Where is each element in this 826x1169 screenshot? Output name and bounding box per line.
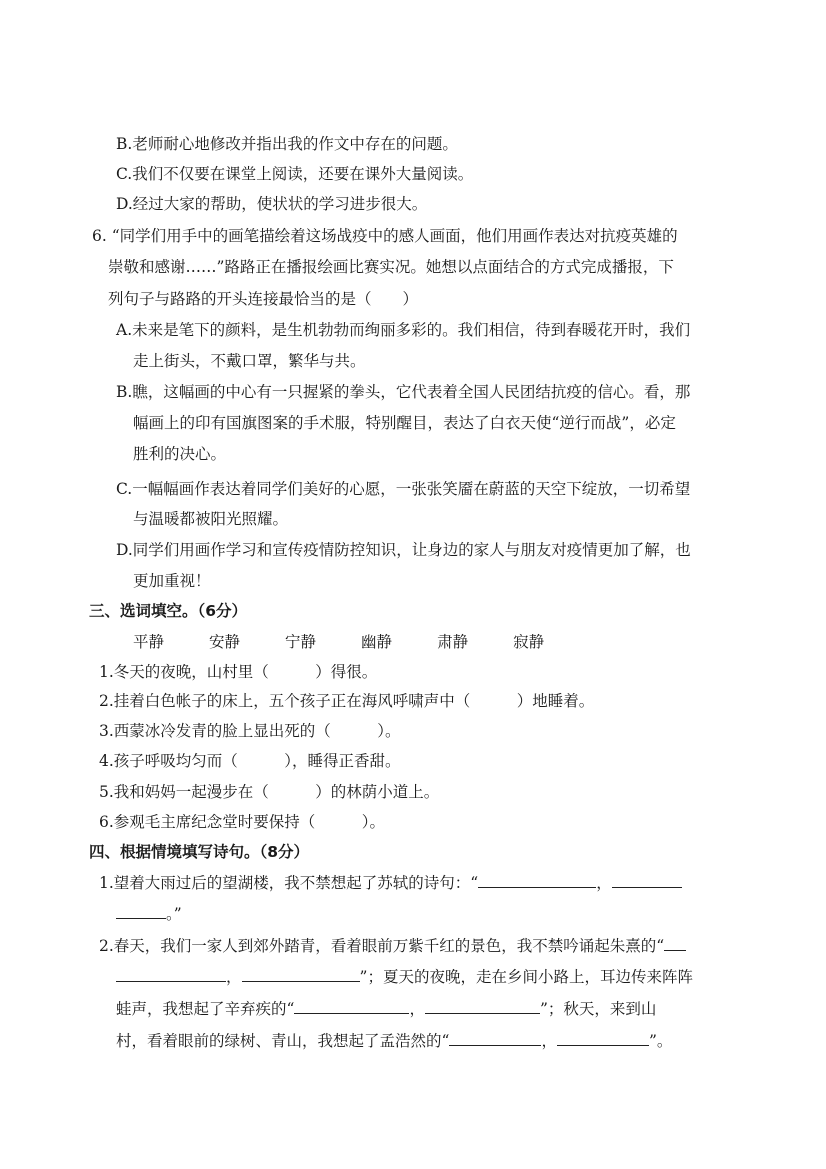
- word-bank-item: 平静: [133, 633, 165, 651]
- q2-line-2-text: ”；夏天的夜晚，走在乡间小路上，耳边传来阵阵: [359, 968, 693, 986]
- answer-blank[interactable]: [116, 904, 166, 919]
- answer-blank[interactable]: [557, 1031, 649, 1046]
- section-4-title: 四、根据情境填写诗句。（8分）: [89, 843, 310, 861]
- answer-blank[interactable]: [242, 967, 360, 982]
- q6-stem-line-1: 6. “同学们用手中的画笔描绘着这场战疫中的感人画面，他们用画作表达对抗疫英雄的: [92, 227, 678, 245]
- q6-option-c-line-2: 与温暖都被阳光照耀。: [133, 510, 289, 528]
- q6-stem-line-3: 列句子与路路的开头连接最恰当的是（ ）: [108, 290, 419, 308]
- q2-line-3-pre: 蛙声，我想起了辛弃疾的“: [116, 1000, 295, 1018]
- word-bank-item: 幽静: [361, 633, 393, 651]
- section-4-q2-line-3: [116, 999, 656, 1019]
- q2-line-3-post: ”；秋天，来到山: [539, 1000, 657, 1018]
- word-bank-item: 安静: [209, 633, 241, 651]
- answer-blank[interactable]: [664, 936, 686, 951]
- q1-end: 。”: [166, 905, 182, 923]
- answer-blank[interactable]: [294, 999, 409, 1014]
- q6-option-a-line-2: 走上街头，不戴口罩，繁华与共。: [133, 352, 366, 370]
- q2-line-4-pre: 村，看着眼前的绿树、青山，我想起了孟浩然的“: [116, 1032, 450, 1050]
- word-bank-item: 肃静: [437, 633, 469, 651]
- q6-option-c-line-1: C.一幅幅画作表达着同学们美好的心愿，一张张笑靥在蔚蓝的天空下绽放，一切希望: [116, 480, 691, 498]
- comma: ，: [409, 1000, 425, 1018]
- answer-blank[interactable]: [425, 999, 540, 1014]
- q6-option-d-line-1: D.同学们用画作学习和宣传疫情防控知识，让身边的家人与朋友对疫情更加了解，也: [116, 541, 691, 559]
- q6-option-a-line-1: A.未来是笔下的颜料，是生机勃勃而绚丽多彩的。我们相信，待到春暖花开时，我们: [116, 321, 691, 339]
- q6-stem-line-2: 崇敬和感谢……”路路正在播报绘画比赛实况。她想以点面结合的方式完成播报，下: [108, 258, 674, 276]
- section-3-item-3: 3.西蒙冰冷发青的脸上显出死的（ ）。: [99, 722, 401, 740]
- section-4-q1-line-1: [99, 873, 682, 893]
- section-4-q2-line-4: [116, 1031, 672, 1051]
- section-4-q2-line-2: [116, 967, 693, 987]
- word-bank: [133, 632, 589, 652]
- q1-prefix: 1.望着大雨过后的望湖楼，我不禁想起了苏轼的诗句：“: [99, 874, 479, 892]
- comma: ，: [596, 874, 612, 892]
- answer-blank[interactable]: [612, 873, 682, 888]
- section-3-title: 三、选词填空。（6分）: [89, 602, 248, 620]
- section-4-q2-line-1: [99, 936, 686, 956]
- section-3-item-2: 2.挂着白色帐子的床上，五个孩子正在海风呼啸声中（ ）地睡着。: [99, 692, 595, 710]
- section-3-item-4: 4.孩子呼吸均匀而（ ），睡得正香甜。: [99, 752, 401, 770]
- section-3-item-1: 1.冬天的夜晚，山村里（ ）得很。: [99, 663, 378, 681]
- q6-option-b-line-2: 幅画上的印有国旗图案的手术服，特别醒目，表达了白衣天使“逆行而战”，必定: [133, 414, 676, 432]
- section-3-item-6: 6.参观毛主席纪念堂时要保持（ ）。: [99, 813, 386, 831]
- q2-line-1-text: 2.春天，我们一家人到郊外踏青，看着眼前万紫千红的景色，我不禁吟诵起朱熹的“: [99, 937, 665, 955]
- q2-line-4-post: ”。: [648, 1032, 673, 1050]
- q5-option-c: C.我们不仅要在课堂上阅读，还要在课外大量阅读。: [116, 165, 474, 183]
- q6-option-d-line-2: 更加重视！: [133, 572, 211, 590]
- q5-option-d: D.经过大家的帮助，使状状的学习进步很大。: [116, 195, 428, 213]
- section-3-item-5: 5.我和妈妈一起漫步在（ ）的林荫小道上。: [99, 783, 440, 801]
- answer-blank[interactable]: [449, 1031, 541, 1046]
- word-bank-item: 寂静: [513, 633, 545, 651]
- comma: ，: [541, 1032, 557, 1050]
- word-bank-item: 宁静: [285, 633, 317, 651]
- q6-option-b-line-1: B.瞧，这幅画的中心有一只握紧的拳头，它代表着全国人民团结抗疫的信心。看，那: [116, 383, 691, 401]
- section-4-q1-line-2: [116, 904, 182, 924]
- answer-blank[interactable]: [116, 967, 226, 982]
- answer-blank[interactable]: [478, 873, 596, 888]
- q6-option-b-line-3: 胜利的决心。: [133, 445, 227, 463]
- q5-option-b: B.老师耐心地修改并指出我的作文中存在的问题。: [116, 135, 458, 153]
- comma: ，: [226, 968, 242, 986]
